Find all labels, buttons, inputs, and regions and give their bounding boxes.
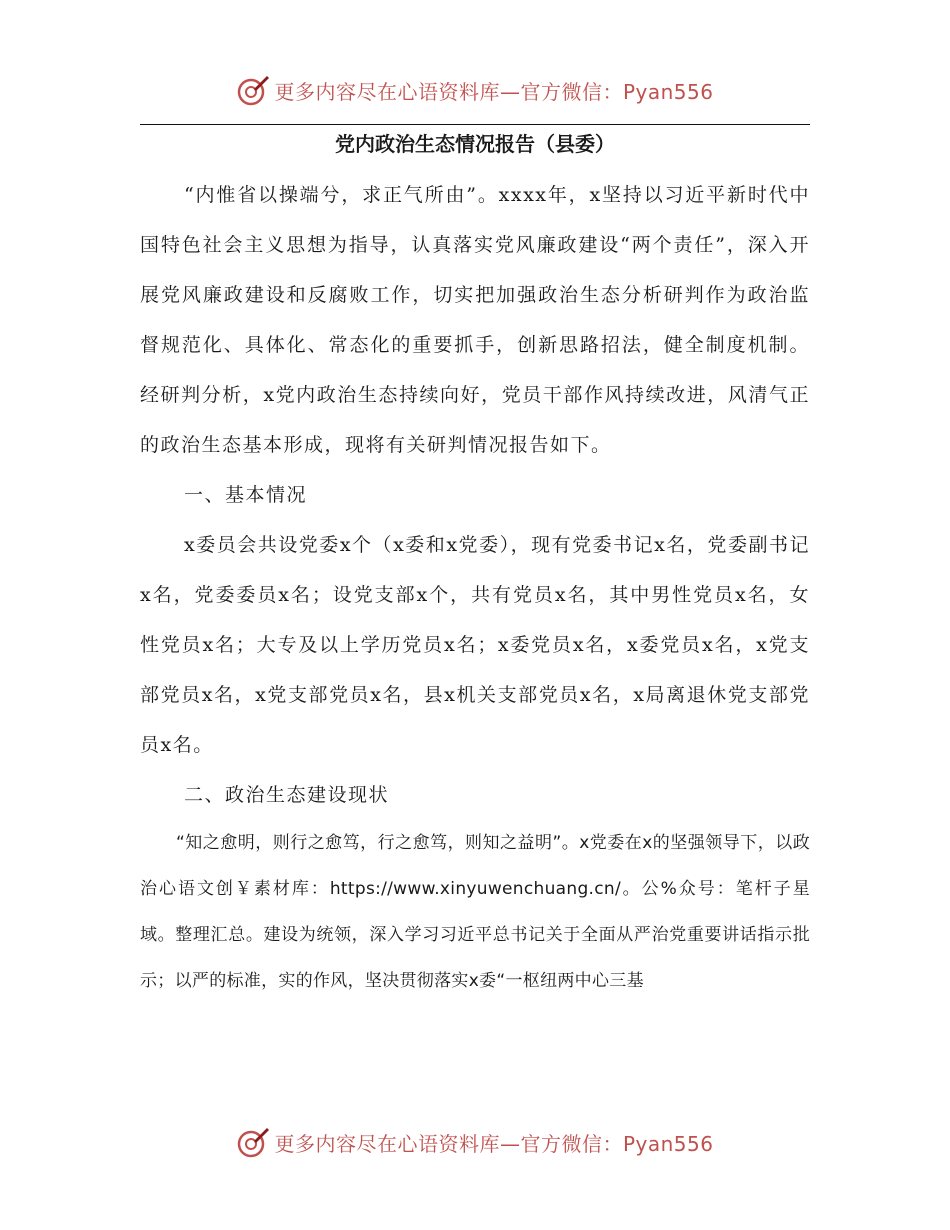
header-rule <box>140 124 810 125</box>
paragraph-intro: “内惟省以操端兮，求正气所由”。xxxx年，x坚持以习近平新时代中国特色社会主义思想为指导，认真落实党风廉政建设“两个责任”，深入开展党风廉政建设和反腐败工作，切实把加强政治生态分析研判作为政治监督规范化、具体化、常态化的重要抓手，创新思路招法，健全制度机制。经研判分析，x党内政治生态持续向好，党员干部作风持续改进，风清气正的政治生态基本形成，现将有关研判情况报告如下。 <box>140 184 810 456</box>
section-heading-basic: 一、基本情况 <box>184 484 308 506</box>
paragraph-basic-info: x委员会共设党委x个（x委和x党委），现有党委书记x名，党委副书记x名，党委委员x名；设党支部x个，共有党员x名，其中男性党员x名，女性党员x名；大专及以上学历党员x名；x委党员x名，x委党员x名，x党支部党员x名，x党支部党员x名，县x机关支部党员x名，x局离退休党支部党员x名。 <box>140 534 810 756</box>
watermark-text: 更多内容尽在心语资料库—官方微信：Pyan556 <box>274 79 714 104</box>
pen-logo-icon <box>236 1125 270 1159</box>
paragraph-status: “知之愈明，则行之愈笃，行之愈笃，则知之益明”。x党委在x的坚强领导下，以政治心语文创￥素材库：https://www.xinyuwenchuang.cn/。公%众号：笔杆子星域。整理汇总。建设为统领，深入学习习近平总书记关于全面从严治党重要讲话指示批示；以严的标准，实的作风，坚决贯彻落实x委“一枢纽两中心三基 <box>140 833 810 991</box>
watermark-text: 更多内容尽在心语资料库—官方微信：Pyan556 <box>274 1131 714 1156</box>
section-heading-status: 二、政治生态建设现状 <box>184 784 390 806</box>
header-watermark <box>0 70 950 110</box>
document-body <box>140 170 810 1004</box>
document-title: 党内政治生态情况报告（县委） <box>335 132 615 156</box>
pen-logo-icon <box>236 73 270 107</box>
footer-watermark <box>0 1122 950 1162</box>
